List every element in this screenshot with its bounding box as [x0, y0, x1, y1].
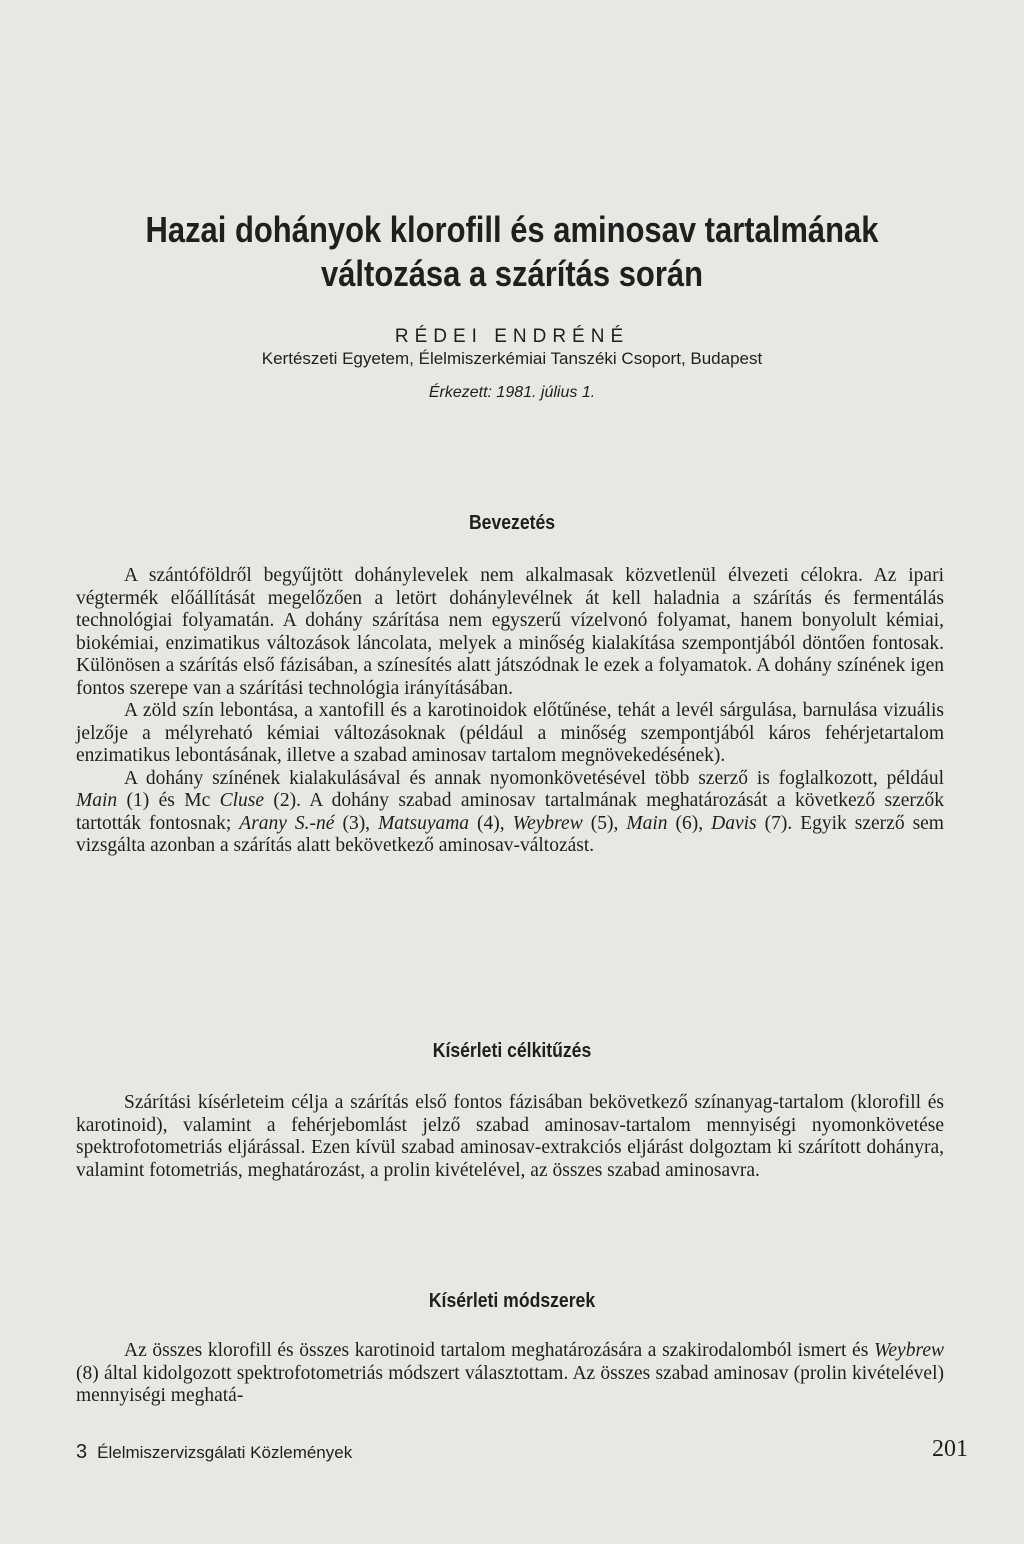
text-run: A dohány színének kialakulásával és annak nyomonkövetésével több szerző is foglalkozott, például: [124, 767, 944, 789]
author-ref: Main: [76, 790, 118, 811]
page-number: 201: [932, 1436, 968, 1462]
author-ref: Weybrew: [873, 1340, 944, 1361]
text-run: (1) és Mc: [117, 790, 220, 811]
section-methods-body: [76, 1340, 944, 1408]
author-ref: Weybrew: [512, 812, 583, 834]
section-objective-body: [76, 1092, 944, 1182]
section-intro-body: [76, 565, 944, 858]
title-line-2: változása a szárítás során: [320, 253, 704, 294]
title-line-1: Hazai dohányok klorofill és aminosav tartalmának: [145, 209, 879, 250]
methods-paragraph-1: [76, 1340, 944, 1408]
received-date: Érkezett: 1981. július 1.: [428, 384, 596, 401]
text-run: Az összes klorofill és összes karotinoid tartalom meghatározására a szakirodalomból ismert és: [124, 1340, 874, 1361]
author-name: RÉDEI ENDRÉNÉ: [394, 326, 630, 347]
author-ref: Matsuyama: [378, 812, 470, 834]
text-run: (4),: [469, 812, 513, 834]
article-title: [72, 208, 953, 296]
signature-number: 3: [76, 1441, 88, 1463]
intro-paragraph-1: A szántóföldről begyűjtött dohánylevelek nem alkalmasak közvetlenül élvezeti célokra. Az ipari végtermék előállítását megelőzően a letört dohánylevélnek át kell haladnia a szárítás és fermentálás technológiai folyamatán. A dohány szárítása nem egyszerű vízelvonó folyamat, hanem bonyolult kémiai, biokémiai, enzimatikus változások láncolata, melyek a minőség kialakítása szempontjából döntően fontosak. Különösen a szárítás első fázisában, a színesítés alatt játszódnak le ezek a folyamatok. A dohány színének igen fontos szerepe van a szárítási technológia irányításában.: [76, 565, 944, 699]
journal-name: Élelmiszervizsgálati Közlemények: [97, 1443, 353, 1462]
author-affiliation: Kertészeti Egyetem, Élelmiszerkémiai Tanszéki Csoport, Budapest: [261, 349, 763, 368]
text-run: (5),: [582, 812, 627, 834]
section-heading-intro: Bevezetés: [468, 512, 556, 534]
text-run: (7). Egyik szerző sem vizsgálta azonban a szárítás alatt bekövetkező aminosav-változást.: [76, 812, 944, 856]
section-heading-methods: Kísérleti módszerek: [428, 1290, 596, 1312]
intro-paragraph-2: A zöld szín lebontása, a xantofill és a karotinoidok előtűnése, tehát a levél sárgulása, barnulása vizuális jelzője a mélyreható kémiai változásoknak (például a minőség szempontjából káros fehérjetartalom enzimatikus lebontásának, illetve a szabad aminosav tartalom megnövekedésének).: [76, 700, 944, 766]
text-run: (2). A dohány szabad aminosav tartalmának meghatározását a következő szerzők tartották fontosnak;: [76, 790, 944, 834]
author-ref: Arany S.-né: [239, 812, 335, 834]
text-run: (3),: [334, 812, 379, 834]
intro-paragraph-3: [76, 768, 944, 858]
author-ref: Cluse: [219, 790, 265, 811]
section-heading-objective: Kísérleti célkitűzés: [432, 1040, 592, 1062]
text-run: (6),: [667, 812, 712, 834]
author-ref: Davis: [711, 812, 757, 834]
author-ref: Main: [626, 812, 668, 834]
text-run: (8) által kidolgozott spektrofotometriás módszert választottam. Az összes szabad aminosav (prolin kivételével) mennyiségi meghatá-: [76, 1362, 944, 1406]
objective-paragraph-1: Szárítási kísérleteim célja a szárítás első fontos fázisában bekövetkező színanyag-tartalom (klorofill és karotinoid), valamint a fehérjebomlást jelző szabad aminosav-tartalom mennyiségi nyomonkövetése spektrofotometriás eljárással. Ezen kívül szabad aminosav-extrakciós eljárást dolgoztam ki szárított dohányra, valamint fotometriás, meghatározást, a prolin kivételével, az összes szabad aminosavra.: [76, 1092, 944, 1181]
page-footer: [76, 1441, 352, 1464]
